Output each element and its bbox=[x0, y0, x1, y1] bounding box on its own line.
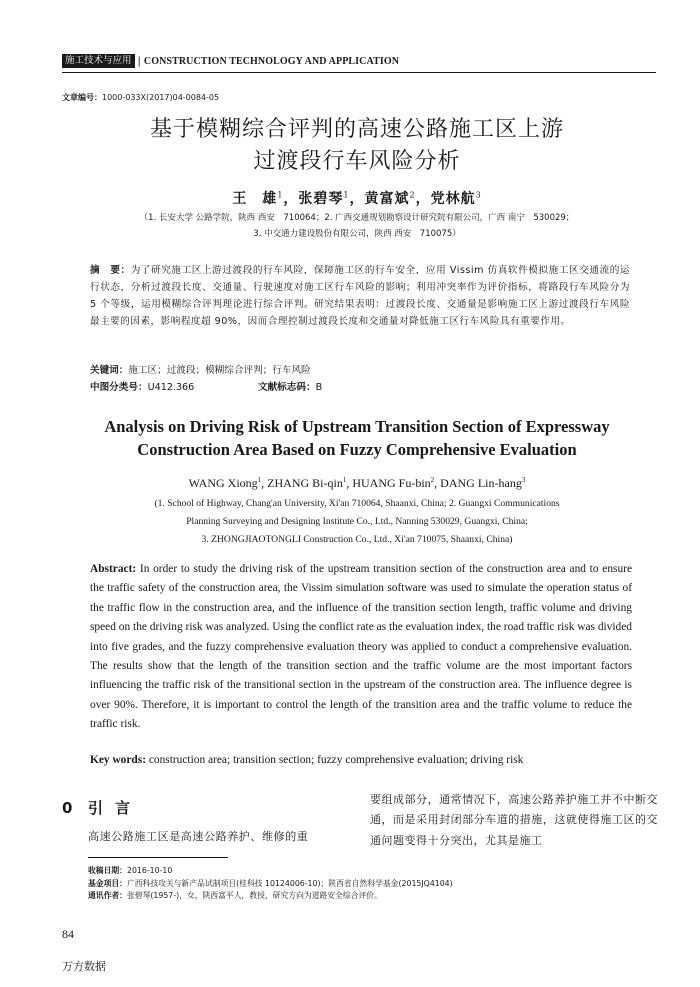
author-zh: 王 雄 bbox=[232, 191, 278, 207]
footnote-value: 张碧琴(1957-)，女，陕西富平人，教授，研究方向为道路安全综合评价。 bbox=[126, 891, 382, 901]
journal-header bbox=[62, 53, 652, 69]
footnote-funding bbox=[88, 878, 648, 891]
footnote-label: 通讯作者： bbox=[88, 891, 127, 901]
footnote-received bbox=[88, 865, 648, 878]
authors-zh bbox=[62, 188, 652, 208]
classification-number bbox=[90, 379, 194, 393]
abstract-en-label: Abstract: bbox=[90, 563, 137, 575]
intro-paragraph-right: 要组成部分，通常情况下，高速公路养护施工并不中断交通，而是采用封闭部分车道的措施，这就使得施工区的交通问题变得十分突出，尤其是施工 bbox=[370, 793, 658, 847]
article-number bbox=[62, 92, 219, 103]
author-en: WANG Xiong bbox=[188, 476, 258, 490]
author-zh-sup: 1 bbox=[277, 190, 284, 200]
header-rule bbox=[62, 72, 656, 73]
footnote-rule bbox=[88, 857, 228, 858]
abstract-zh-text: 为了研究施工区上游过渡段的行车风险，保障施工区的行车安全，应用 Vissim 仿真软件模拟施工区交通流的运行状态，分析过渡段长度、交通量、行驶速度对施工区行车风险的影响；利用冲突率作为评价指标，将路段行车风险分为 5 个等级，运用模糊综合评判理论进行综合评判。研究结果表明：过渡段长度、交通量是影响施工区上游过渡段行车风险最主要的因素，影响程度超 90%，因而合理控制过渡段长度和交通量对降低施工区行车风险具有重要作用。 bbox=[90, 265, 630, 327]
watermark: 万方数据 bbox=[62, 960, 106, 973]
title-zh-line-2: 过渡段行车风险分析 bbox=[253, 149, 461, 174]
author-separator: ， bbox=[349, 191, 365, 207]
title-en-line-1: Analysis on Driving Risk of Upstream Transition Section of Expressway bbox=[104, 417, 610, 436]
keywords-en-label: Key words: bbox=[90, 754, 146, 766]
footnotes bbox=[88, 865, 648, 903]
section-title: 引言 bbox=[88, 799, 143, 817]
footnote-value: 广西科技攻关与新产品试制项目(桂科技 10124006-10)；陕西省自然科学基金(2015JQ4104) bbox=[126, 878, 453, 888]
affiliation-en-line-3: 3. ZHONGJIAOTONGLI Construction Co., Ltd., Xi'an 710075, Shaanxi, China) bbox=[201, 534, 513, 545]
footnote-corresponding-author bbox=[88, 890, 648, 903]
authors-en bbox=[62, 476, 652, 491]
title-zh-line-1: 基于模糊综合评判的高速公路施工区上游 bbox=[149, 117, 564, 142]
author-en: HUANG Fu-bin bbox=[352, 476, 431, 490]
author-separator: , bbox=[261, 476, 268, 490]
author-separator: , bbox=[346, 476, 353, 490]
author-separator: ， bbox=[283, 191, 299, 207]
author-zh: 张碧琴 bbox=[298, 191, 344, 207]
author-zh: 黄富斌 bbox=[364, 191, 410, 207]
classification-label: 中图分类号： bbox=[90, 382, 148, 393]
author-en-sup: 1 bbox=[342, 476, 347, 484]
author-en-sup: 3 bbox=[521, 476, 526, 484]
author-zh-sup: 3 bbox=[475, 190, 482, 200]
author-zh: 党林航 bbox=[430, 191, 476, 207]
footnote-value: 2016-10-10 bbox=[126, 866, 173, 875]
keywords-en bbox=[90, 754, 632, 766]
author-en: ZHANG Bi-qin bbox=[267, 476, 343, 490]
author-separator: , bbox=[434, 476, 441, 490]
author-en: DANG Lin-hang bbox=[440, 476, 522, 490]
author-separator: ， bbox=[415, 191, 431, 207]
footnote-label: 基金项目： bbox=[88, 878, 127, 888]
document-code-label: 文献标志码： bbox=[258, 382, 316, 393]
abstract-zh-label: 摘 要： bbox=[90, 265, 131, 276]
author-zh-sup: 2 bbox=[409, 190, 416, 200]
article-number-value: 1000-033X(2017)04-0084-05 bbox=[102, 93, 220, 102]
keywords-zh bbox=[90, 362, 311, 376]
author-en-sup: 1 bbox=[257, 476, 262, 484]
page-number: 84 bbox=[62, 927, 74, 941]
keywords-zh-label: 关键词： bbox=[90, 365, 129, 376]
affiliation-en-line-2: Planning Surveying and Designing Institute Co., Ltd., Nanning 530029, Guangxi, China; bbox=[186, 516, 528, 527]
abstract-zh bbox=[90, 262, 630, 330]
section-number: 0 bbox=[62, 799, 74, 817]
document-code-value: B bbox=[315, 382, 323, 393]
title-en-line-2: Construction Area Based on Fuzzy Comprehensive Evaluation bbox=[137, 440, 577, 459]
keywords-zh-value: 施工区；过渡段；模糊综合评判；行车风险 bbox=[128, 365, 311, 376]
author-en-sup: 2 bbox=[430, 476, 435, 484]
abstract-en-text: In order to study the driving risk of the upstream transition section of the construction area and to ensure the traffic safety of the construction area, the Vissim simulation software was used to simulate the operation status of the traffic flow in the construction area, and the influence of the transition section length, traffic volume and driving speed on the driving risk was analyzed. Using the conflict rate as the evaluation index, the road traffic risk was divided into five grades, and the fuzzy comprehensive evaluation theory was applied to conduct a comprehensive evaluation. The results show that the length of the transition section and the traffic volume are the most important factors influencing the traffic risk of the transitional section in the upstream of the construction area. The influence degree is over 90%. Therefore, it is important to control the length of the transition area and the traffic volume to reduce the traffic risk. bbox=[90, 563, 632, 731]
classification-value: U412.366 bbox=[147, 382, 195, 393]
article-number-label: 文章编号： bbox=[62, 93, 102, 102]
affiliation-zh-line-1: （1. 长安大学 公路学院，陕西 西安 710064；2. 广西交通规划勘察设计研究院有限公司，广西 南宁 530029； bbox=[139, 213, 575, 223]
abstract-en bbox=[90, 560, 632, 735]
journal-tag: 施工技术与应用 bbox=[62, 54, 135, 68]
affiliation-en-line-1: (1. School of Highway, Chang'an University, Xi'an 710064, Shaanxi, China; 2. Guangxi Communications bbox=[154, 498, 560, 509]
keywords-en-value: construction area; transition section; fuzzy comprehensive evaluation; driving risk bbox=[146, 754, 524, 766]
document-code bbox=[258, 379, 322, 393]
footnote-label: 收稿日期： bbox=[88, 866, 127, 875]
author-zh-sup: 1 bbox=[343, 190, 350, 200]
intro-paragraph-left: 高速公路施工区是高速公路养护、维修的重 bbox=[88, 830, 309, 843]
section-heading-introduction bbox=[62, 797, 142, 818]
journal-name: CONSTRUCTION TECHNOLOGY AND APPLICATION bbox=[143, 55, 400, 67]
header-separator: | bbox=[137, 55, 141, 67]
affiliation-zh-line-2: 3. 中交通力建设股份有限公司，陕西 西安 710075） bbox=[253, 229, 461, 239]
